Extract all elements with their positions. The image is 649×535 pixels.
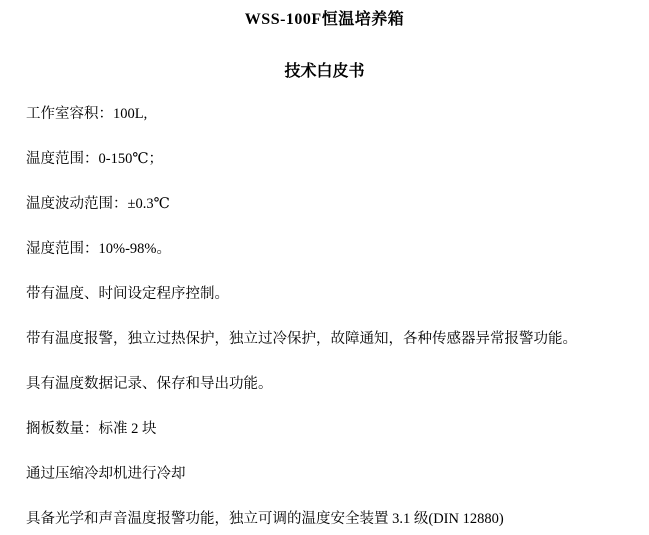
spec-line: 温度波动范围：±0.3℃ <box>26 196 170 212</box>
document-subtitle: 技术白皮书 <box>284 63 365 80</box>
spec-line: 湿度范围：10%-98%。 <box>26 241 171 257</box>
spec-line: 通过压缩冷却机进行冷却 <box>26 466 186 482</box>
spec-line: 搁板数量：标准 2 块 <box>26 421 157 437</box>
spec-line: 工作室容积：100L, <box>26 106 148 122</box>
document-title: WSS-100F恒温培养箱 <box>244 11 405 28</box>
specification-list <box>0 99 649 535</box>
spec-line: 带有温度、时间设定程序控制。 <box>26 286 229 302</box>
spec-line: 温度范围：0-150℃； <box>26 151 164 167</box>
spec-line: 带有温度报警，独立过热保护，独立过冷保护，故障通知，各种传感器异常报警功能。 <box>26 331 577 347</box>
document-page <box>0 9 649 527</box>
spec-line: 具备光学和声音温度报警功能，独立可调的温度安全装置 3.1 级(DIN 12880) <box>26 511 504 527</box>
spec-line: 具有温度数据记录、保存和导出功能。 <box>26 376 273 392</box>
